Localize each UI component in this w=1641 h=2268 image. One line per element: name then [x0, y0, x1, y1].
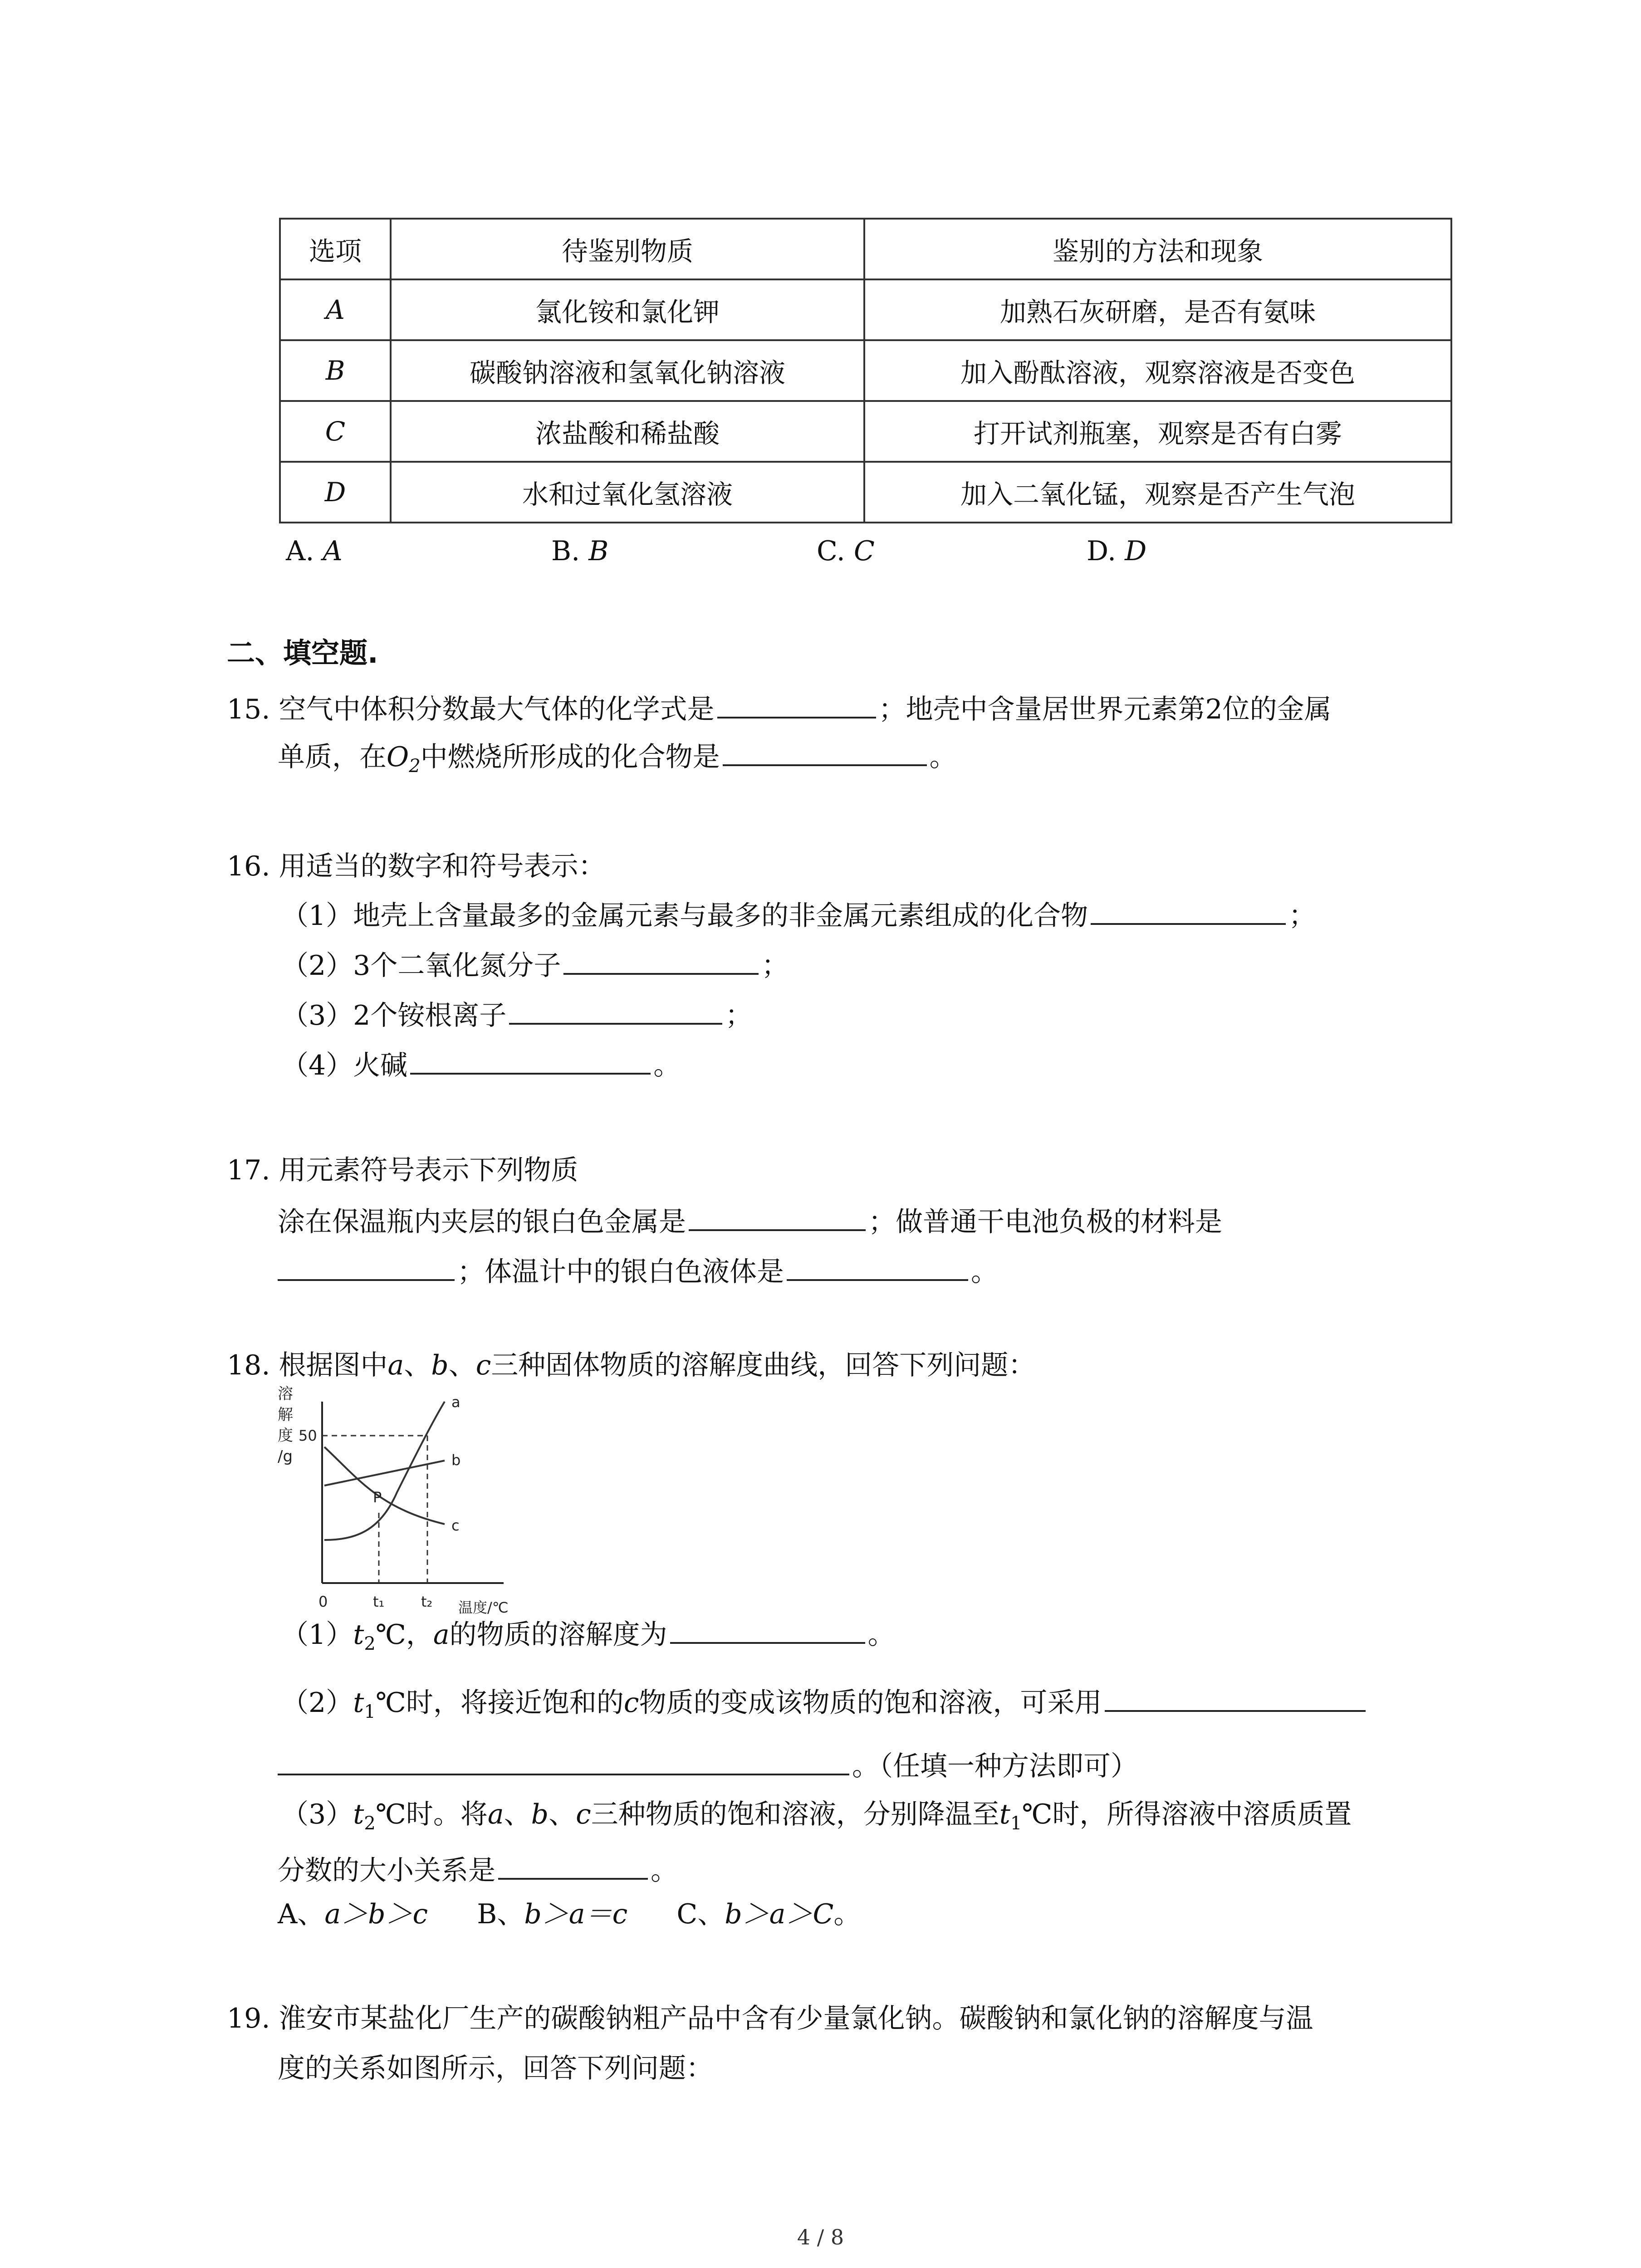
series-label-a: a [451, 1393, 460, 1411]
q15-text: 单质，在 [278, 741, 387, 773]
o2-base: O [387, 741, 409, 773]
chart-ylabel-char: 溶 [278, 1385, 293, 1403]
q15-answer-blank-2[interactable] [723, 737, 927, 766]
q17-answer-blank-3[interactable] [787, 1252, 968, 1281]
q17-answer-blank-1[interactable] [689, 1202, 866, 1231]
q18-text: ℃时。将 [375, 1799, 488, 1830]
q18-text: （2） [281, 1687, 353, 1719]
choice-label: C. [817, 535, 845, 567]
q18-var: t [999, 1799, 1010, 1830]
q18-var: t [353, 1687, 364, 1719]
q18-answer-blank-3[interactable] [498, 1851, 648, 1880]
table-cell-option: A [280, 279, 391, 340]
question-number: 18. [227, 1349, 270, 1381]
chart-x-tick: t₁ [373, 1593, 385, 1610]
q16-answer-blank-2[interactable] [563, 946, 759, 975]
q16-text: ； [725, 1000, 753, 1031]
q18-text: 三种固体物质的溶解度曲线，回答下列问题： [491, 1349, 1036, 1381]
q15-text: 空气中体积分数最大气体的化学式是 [279, 694, 715, 725]
q18-text: 。 [651, 1855, 678, 1887]
choice-d[interactable] [1087, 535, 1146, 567]
q18-part-3-cont [278, 1851, 678, 1889]
o2-subscript: 2 [409, 756, 421, 777]
chart-ylabel-char: /g [278, 1447, 293, 1466]
q17-stem [227, 1152, 578, 1188]
q18-option-label: C、 [676, 1898, 725, 1930]
choice-value: A [323, 535, 343, 567]
q18-part-3 [281, 1796, 1352, 1842]
q16-answer-blank-1[interactable] [1091, 896, 1286, 925]
q16-text: ； [1288, 900, 1316, 932]
q16-item-4 [281, 1046, 681, 1084]
q18-text: ℃时，所得溶液中溶质质置 [1022, 1799, 1352, 1830]
q18-text: 。（任填一种方法即可） [852, 1750, 1138, 1782]
q18-var: a [433, 1619, 450, 1651]
q18-text: 。 [867, 1619, 895, 1651]
choice-label: B. [551, 535, 580, 567]
q18-var: c [475, 1349, 491, 1381]
q18-text: （3） [281, 1799, 353, 1830]
table-cell-substance: 氯化铵和氯化钾 [391, 279, 864, 340]
q16-text: （3）2个铵根离子 [281, 1000, 507, 1031]
q15-line2 [278, 737, 957, 784]
q18-subscript: 1 [1010, 1813, 1022, 1834]
chart-x-tick: t₂ [421, 1593, 433, 1610]
q17-line1 [278, 1202, 1222, 1240]
q18-var: t [353, 1799, 364, 1830]
q19-text: 度的关系如图所示，回答下列问题： [278, 2053, 713, 2084]
q18-text: 三种物质的饱和溶液，分别降温至 [591, 1799, 999, 1830]
q18-text: 物质的变成该物质的饱和溶液，可采用 [639, 1687, 1102, 1719]
q16-item-3 [281, 996, 752, 1034]
q16-item-1 [281, 896, 1316, 934]
q18-var: b [431, 1349, 449, 1381]
choice-value: D [1125, 535, 1147, 567]
o2-formula [387, 741, 421, 777]
q18-answer-blank-1[interactable] [670, 1615, 865, 1644]
table-cell-method: 加熟石灰研磨，是否有氨味 [864, 279, 1451, 340]
q18-part-1 [281, 1615, 895, 1662]
table-row [280, 401, 1451, 462]
q18-text: 的物质的溶解度为 [449, 1619, 667, 1651]
question-number: 15. [227, 694, 270, 725]
q18-text: 、 [448, 1349, 476, 1381]
choice-c[interactable] [817, 535, 875, 567]
choice-a[interactable] [286, 535, 343, 567]
solubility-chart [277, 1383, 531, 1619]
chart-ylabel-char: 度 [278, 1427, 293, 1445]
q18-answer-blank-2[interactable] [1105, 1683, 1366, 1712]
q18-var: a [387, 1349, 404, 1381]
choice-label: A. [286, 535, 314, 567]
chart-x-tick: 0 [318, 1593, 328, 1610]
choice-value: B [588, 535, 609, 567]
table-header: 选项 [280, 219, 391, 279]
table-row [280, 340, 1451, 401]
q16-item-2 [281, 946, 789, 984]
q18-text: ℃， [375, 1619, 433, 1651]
q16-text: ； [761, 950, 789, 982]
q17-text: ；体温计中的银白色液体是 [457, 1256, 784, 1288]
q15-answer-blank-1[interactable] [717, 689, 876, 719]
q16-answer-blank-3[interactable] [509, 996, 722, 1025]
q15-line1 [227, 689, 1332, 728]
q17-answer-blank-2[interactable] [278, 1252, 455, 1281]
question-number: 19. [227, 2003, 270, 2034]
q17-text: 涂在保温瓶内夹层的银白色金属是 [278, 1206, 686, 1238]
q18-var: a [487, 1799, 504, 1830]
q18-option-b[interactable]: b＞a＝c [524, 1898, 628, 1930]
q17-text: 。 [971, 1256, 998, 1288]
q16-text: （4）火碱 [281, 1050, 408, 1081]
table-cell-method: 加入酚酞溶液，观察溶液是否变色 [864, 340, 1451, 401]
q18-text: 。 [833, 1898, 861, 1930]
chart-ylabel-char: 解 [278, 1406, 293, 1424]
q16-answer-blank-4[interactable] [410, 1046, 651, 1075]
table-cell-method: 加入二氧化锰，观察是否产生气泡 [864, 462, 1451, 523]
q18-text: 根据图中 [279, 1349, 388, 1381]
section-title: 二、填空题. [227, 636, 378, 670]
q18-text: 、 [404, 1349, 431, 1381]
table-row [280, 279, 1451, 340]
q18-var: c [623, 1687, 639, 1719]
choice-value: C [853, 535, 875, 567]
q15-text: ；地壳中含量居世界元素第2位的金属 [878, 694, 1332, 725]
table-row [280, 462, 1451, 523]
q18-text: 分数的大小关系是 [278, 1855, 495, 1887]
q18-answer-blank-2-cont[interactable] [278, 1746, 849, 1775]
options-table [279, 218, 1452, 523]
q18-part-2-cont [278, 1746, 1138, 1784]
table-cell-method: 打开试剂瓶塞，观察是否有白雾 [864, 401, 1451, 462]
table-header: 待鉴别物质 [391, 219, 864, 279]
q16-text: 用适当的数字和符号表示： [279, 850, 606, 882]
q18-stem [227, 1347, 1035, 1383]
q18-option-c[interactable]: b＞a＞C [725, 1898, 834, 1930]
chart-y-tick: 50 [299, 1427, 317, 1444]
table-cell-option: B [280, 340, 391, 401]
q16-stem [227, 848, 606, 885]
q18-subscript: 1 [364, 1701, 376, 1722]
intersection-label: P [373, 1489, 382, 1506]
table-cell-substance: 碳酸钠溶液和氢氧化钠溶液 [391, 340, 864, 401]
q18-option-label: B、 [477, 1898, 524, 1930]
q18-options [278, 1896, 861, 1932]
table-cell-substance: 浓盐酸和稀盐酸 [391, 401, 864, 462]
q16-text: 。 [653, 1050, 681, 1081]
q17-line2 [278, 1252, 998, 1290]
q18-var: b [531, 1799, 549, 1830]
table-cell-option: D [280, 462, 391, 523]
q18-var: t [353, 1619, 364, 1651]
series-label-c: c [451, 1517, 460, 1534]
q18-text: 、 [504, 1799, 531, 1830]
table-cell-option: C [280, 401, 391, 462]
q18-text: 、 [549, 1799, 576, 1830]
q15-text: 中燃烧所形成的化合物是 [420, 741, 720, 773]
q15-text: 。 [929, 741, 957, 773]
question-number: 17. [227, 1154, 270, 1186]
choice-b[interactable] [551, 535, 608, 567]
q16-text: （1）地壳上含量最多的金属元素与最多的非金属元素组成的化合物 [281, 900, 1088, 932]
q18-option-label: A、 [278, 1898, 325, 1930]
q18-option-a[interactable]: a＞b＞c [324, 1898, 428, 1930]
q18-part-2 [281, 1683, 1368, 1730]
table-cell-substance: 水和过氧化氢溶液 [391, 462, 864, 523]
q19-text: 淮安市某盐化厂生产的碳酸钠粗产品中含有少量氯化钠。碳酸钠和氯化钠的溶解度与温 [279, 2003, 1313, 2034]
q18-text: ℃时，将接近饱和的 [375, 1687, 624, 1719]
q18-subscript: 2 [364, 1813, 376, 1834]
table-header: 鉴别的方法和现象 [864, 219, 1451, 279]
q17-text: 用元素符号表示下列物质 [279, 1154, 578, 1186]
q19-line1 [227, 2000, 1313, 2037]
q18-text: （1） [281, 1619, 353, 1651]
q18-var: c [576, 1799, 591, 1830]
choice-label: D. [1087, 535, 1117, 567]
q16-text: （2）3个二氧化氮分子 [281, 950, 561, 982]
series-label-b: b [451, 1452, 461, 1469]
question-number: 16. [227, 850, 270, 882]
table-header-row [280, 219, 1451, 279]
page-number: 4 / 8 [797, 2225, 844, 2249]
q18-subscript: 2 [364, 1633, 376, 1654]
q19-line2 [278, 2050, 713, 2087]
chart-xlabel: 温度/℃ [458, 1599, 509, 1616]
q17-text: ；做普通干电池负极的材料是 [868, 1206, 1222, 1238]
